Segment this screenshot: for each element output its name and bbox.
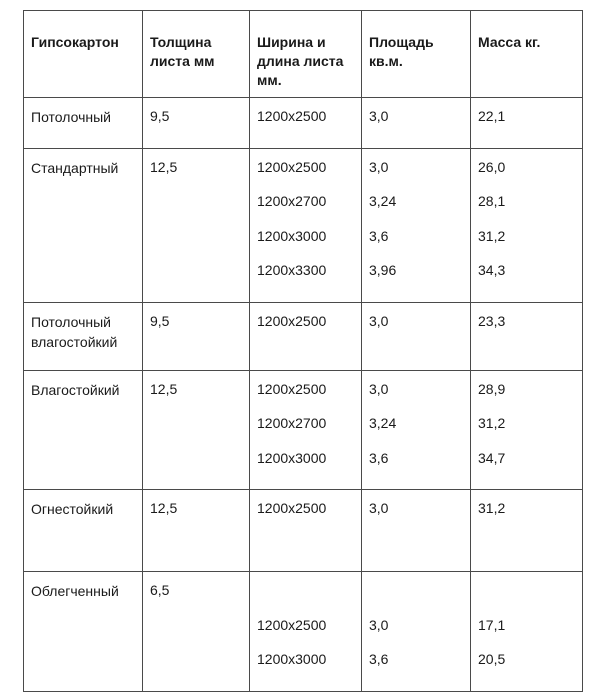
cell-area-line: 3,0 xyxy=(369,616,389,633)
cell-size-line: 1200x2700 xyxy=(257,193,327,209)
cell-area-line: 3,0 xyxy=(369,380,389,397)
cell-type-value: Потолочный xyxy=(31,109,111,125)
table-body xyxy=(24,11,583,692)
table-row xyxy=(24,370,583,490)
cell-type xyxy=(24,490,143,572)
cell-area xyxy=(362,490,471,572)
cell-area xyxy=(362,572,471,692)
cell-mass-line: 34,7 xyxy=(478,449,506,466)
drywall-specs-table xyxy=(23,10,583,692)
cell-mass xyxy=(471,572,583,692)
cell-size xyxy=(250,148,362,302)
cell-mass-line: 34,3 xyxy=(478,262,506,278)
cell-size-line: 1200x2500 xyxy=(257,158,327,175)
cell-area-line: 3,6 xyxy=(369,449,389,466)
cell-mass xyxy=(471,148,583,302)
cell-size xyxy=(250,98,362,149)
cell-thickness-value: 12,5 xyxy=(150,500,178,516)
header-row xyxy=(24,11,583,98)
cell-mass xyxy=(471,302,583,370)
cell-size-line: 1200x2500 xyxy=(257,108,327,124)
cell-type xyxy=(24,98,143,149)
cell-size xyxy=(250,302,362,370)
cell-thickness xyxy=(143,148,250,302)
cell-mass-line xyxy=(478,581,578,616)
table-row xyxy=(24,302,583,370)
table-row xyxy=(24,98,583,149)
cell-type-value: Потолочный влагостойкий xyxy=(31,313,118,350)
header-size: Ширина и длина листа мм. xyxy=(250,11,362,98)
cell-type xyxy=(24,148,143,302)
cell-area-line: 3,6 xyxy=(369,651,389,667)
header-thickness: Толщина листа мм xyxy=(143,11,250,98)
cell-mass-line: 31,2 xyxy=(478,500,506,516)
cell-thickness-value: 12,5 xyxy=(150,158,178,175)
cell-size-line: 1200x2700 xyxy=(257,415,327,431)
cell-thickness xyxy=(143,572,250,692)
cell-size-line: 1200x2500 xyxy=(257,500,327,516)
cell-size-line: 1200x3000 xyxy=(257,449,327,466)
cell-area-line: 3,0 xyxy=(369,312,389,329)
header-mass: Масса кг. xyxy=(471,11,583,98)
cell-area-line: 3,6 xyxy=(369,227,389,244)
cell-area xyxy=(362,148,471,302)
cell-area-line: 3,0 xyxy=(369,108,389,124)
cell-size-line xyxy=(257,581,357,616)
cell-mass xyxy=(471,370,583,490)
cell-type-value: Стандартный xyxy=(31,159,119,176)
cell-thickness-value: 9,5 xyxy=(150,312,170,329)
cell-area-line: 3,24 xyxy=(369,415,397,431)
cell-type-value: Влагостойкий xyxy=(31,381,120,398)
table-row xyxy=(24,490,583,572)
cell-size xyxy=(250,572,362,692)
cell-type xyxy=(24,370,143,490)
cell-thickness-value: 9,5 xyxy=(150,108,170,124)
cell-type-value: Облегченный xyxy=(31,583,119,599)
cell-size-line: 1200x3300 xyxy=(257,262,327,278)
cell-area-line: 3,24 xyxy=(369,193,397,209)
cell-size-line: 1200x3000 xyxy=(257,227,327,244)
cell-thickness-value: 12,5 xyxy=(150,380,178,397)
cell-mass-line: 20,5 xyxy=(478,651,506,667)
cell-size xyxy=(250,490,362,572)
table-row xyxy=(24,572,583,692)
cell-size-line: 1200x2500 xyxy=(257,616,327,633)
cell-mass-line: 31,2 xyxy=(478,227,506,244)
cell-area-line: 3,96 xyxy=(369,262,397,278)
cell-thickness xyxy=(143,302,250,370)
cell-thickness xyxy=(143,98,250,149)
cell-thickness xyxy=(143,490,250,572)
cell-size-line: 1200x3000 xyxy=(257,651,327,667)
cell-thickness-value: 6,5 xyxy=(150,582,170,598)
cell-size-line: 1200x2500 xyxy=(257,312,327,329)
cell-mass-line: 28,9 xyxy=(478,380,506,397)
cell-area-line: 3,0 xyxy=(369,500,389,516)
cell-mass-line: 28,1 xyxy=(478,193,506,209)
cell-type xyxy=(24,572,143,692)
table-row xyxy=(24,148,583,302)
cell-mass-line: 23,3 xyxy=(478,312,506,329)
cell-mass xyxy=(471,490,583,572)
cell-thickness xyxy=(143,370,250,490)
cell-area-line xyxy=(369,581,466,616)
cell-mass-line: 31,2 xyxy=(478,415,506,431)
cell-area-line: 3,0 xyxy=(369,158,389,175)
cell-type xyxy=(24,302,143,370)
cell-mass-line: 26,0 xyxy=(478,158,506,175)
cell-mass-line: 22,1 xyxy=(478,108,506,124)
cell-size-line: 1200x2500 xyxy=(257,380,327,397)
cell-area xyxy=(362,302,471,370)
cell-type-value: Огнестойкий xyxy=(31,501,114,517)
cell-mass xyxy=(471,98,583,149)
cell-mass-line: 17,1 xyxy=(478,616,506,633)
cell-area xyxy=(362,98,471,149)
header-area: Площадь кв.м. xyxy=(362,11,471,98)
cell-size xyxy=(250,370,362,490)
cell-area xyxy=(362,370,471,490)
header-type: Гипсокартон xyxy=(24,11,143,98)
